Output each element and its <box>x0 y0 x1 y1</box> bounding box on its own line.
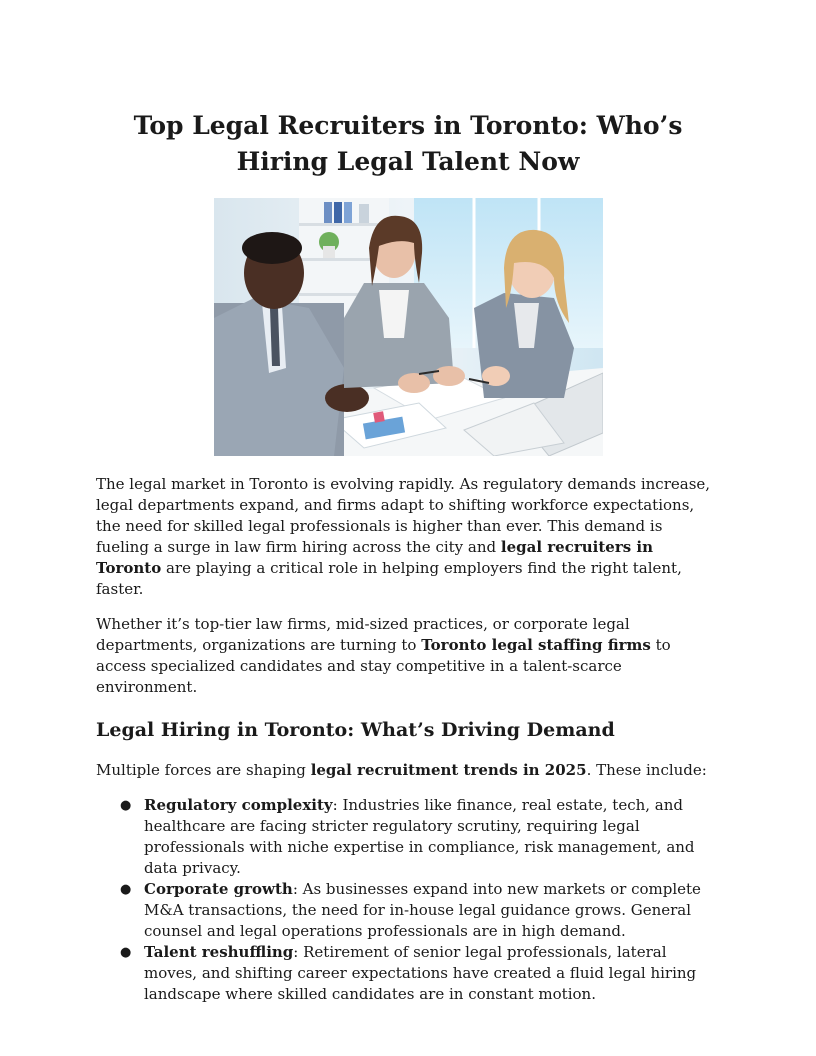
title-line-1: Top Legal Recruiters in Toronto: Who’s <box>133 111 683 140</box>
para2-text-1: Whether it’s top-tier law firms, mid-sized practices, or corporate legal departments, organizations are turning to <box>96 615 630 654</box>
driver-list <box>96 795 720 1005</box>
second-paragraph <box>96 614 720 698</box>
third-paragraph <box>96 760 720 781</box>
bullet-icon: ● <box>120 882 132 897</box>
intro-bold-keyword: legal recruiters in Toronto <box>96 538 653 577</box>
para3-bold-keyword: legal recruitment trends in 2025 <box>310 761 587 779</box>
list-item <box>120 879 720 942</box>
section-heading: Legal Hiring in Toronto: What’s Driving Demand <box>96 719 615 741</box>
para3-text-2: . These include: <box>586 761 707 779</box>
para2-text-2: to access specialized candidates and stay competitive in a talent-scarce environment. <box>96 636 671 696</box>
list-item-text: : Industries like finance, real estate, tech, and healthcare are facing stricter regulatory scrutiny, requiring legal professionals with niche expertise in compliance, risk management, and data privacy. <box>144 796 695 877</box>
list-item-term: Regulatory complexity <box>144 796 333 814</box>
list-item <box>120 942 720 1005</box>
para2-bold-keyword: Toronto legal staffing firms <box>421 636 651 654</box>
list-item-term: Corporate growth <box>144 880 293 898</box>
intro-text-2: are playing a critical role in helping employers find the right talent, faster. <box>96 559 682 598</box>
intro-paragraph <box>96 474 720 600</box>
para3-text-1: Multiple forces are shaping <box>96 761 311 779</box>
list-item-term: Talent reshuffling <box>144 943 294 961</box>
bullet-icon: ● <box>120 945 132 960</box>
intro-text-1: The legal market in Toronto is evolving rapidly. As regulatory demands increase, legal departments expand, and firms adapt to shifting workforce expectations, the need for skilled legal professionals is higher than ever. This demand is fueling a surge in law firm hiring across the city and <box>96 475 711 556</box>
title-line-2: Hiring Legal Talent Now <box>236 147 580 176</box>
document-page <box>96 108 720 1005</box>
page-title <box>96 108 720 180</box>
list-item-text: : Retirement of senior legal professionals, lateral moves, and shifting career expectations have created a fluid legal hiring landscape where skilled candidates are in constant motion. <box>144 943 697 1003</box>
bullet-icon: ● <box>120 798 132 813</box>
hero-image <box>214 198 603 456</box>
list-item-text: : As businesses expand into new markets or complete M&A transactions, the need for in-house legal guidance grows. General counsel and legal operations professionals are in high demand. <box>144 880 701 940</box>
list-item <box>120 795 720 879</box>
hero-photo-illustration <box>214 198 603 456</box>
